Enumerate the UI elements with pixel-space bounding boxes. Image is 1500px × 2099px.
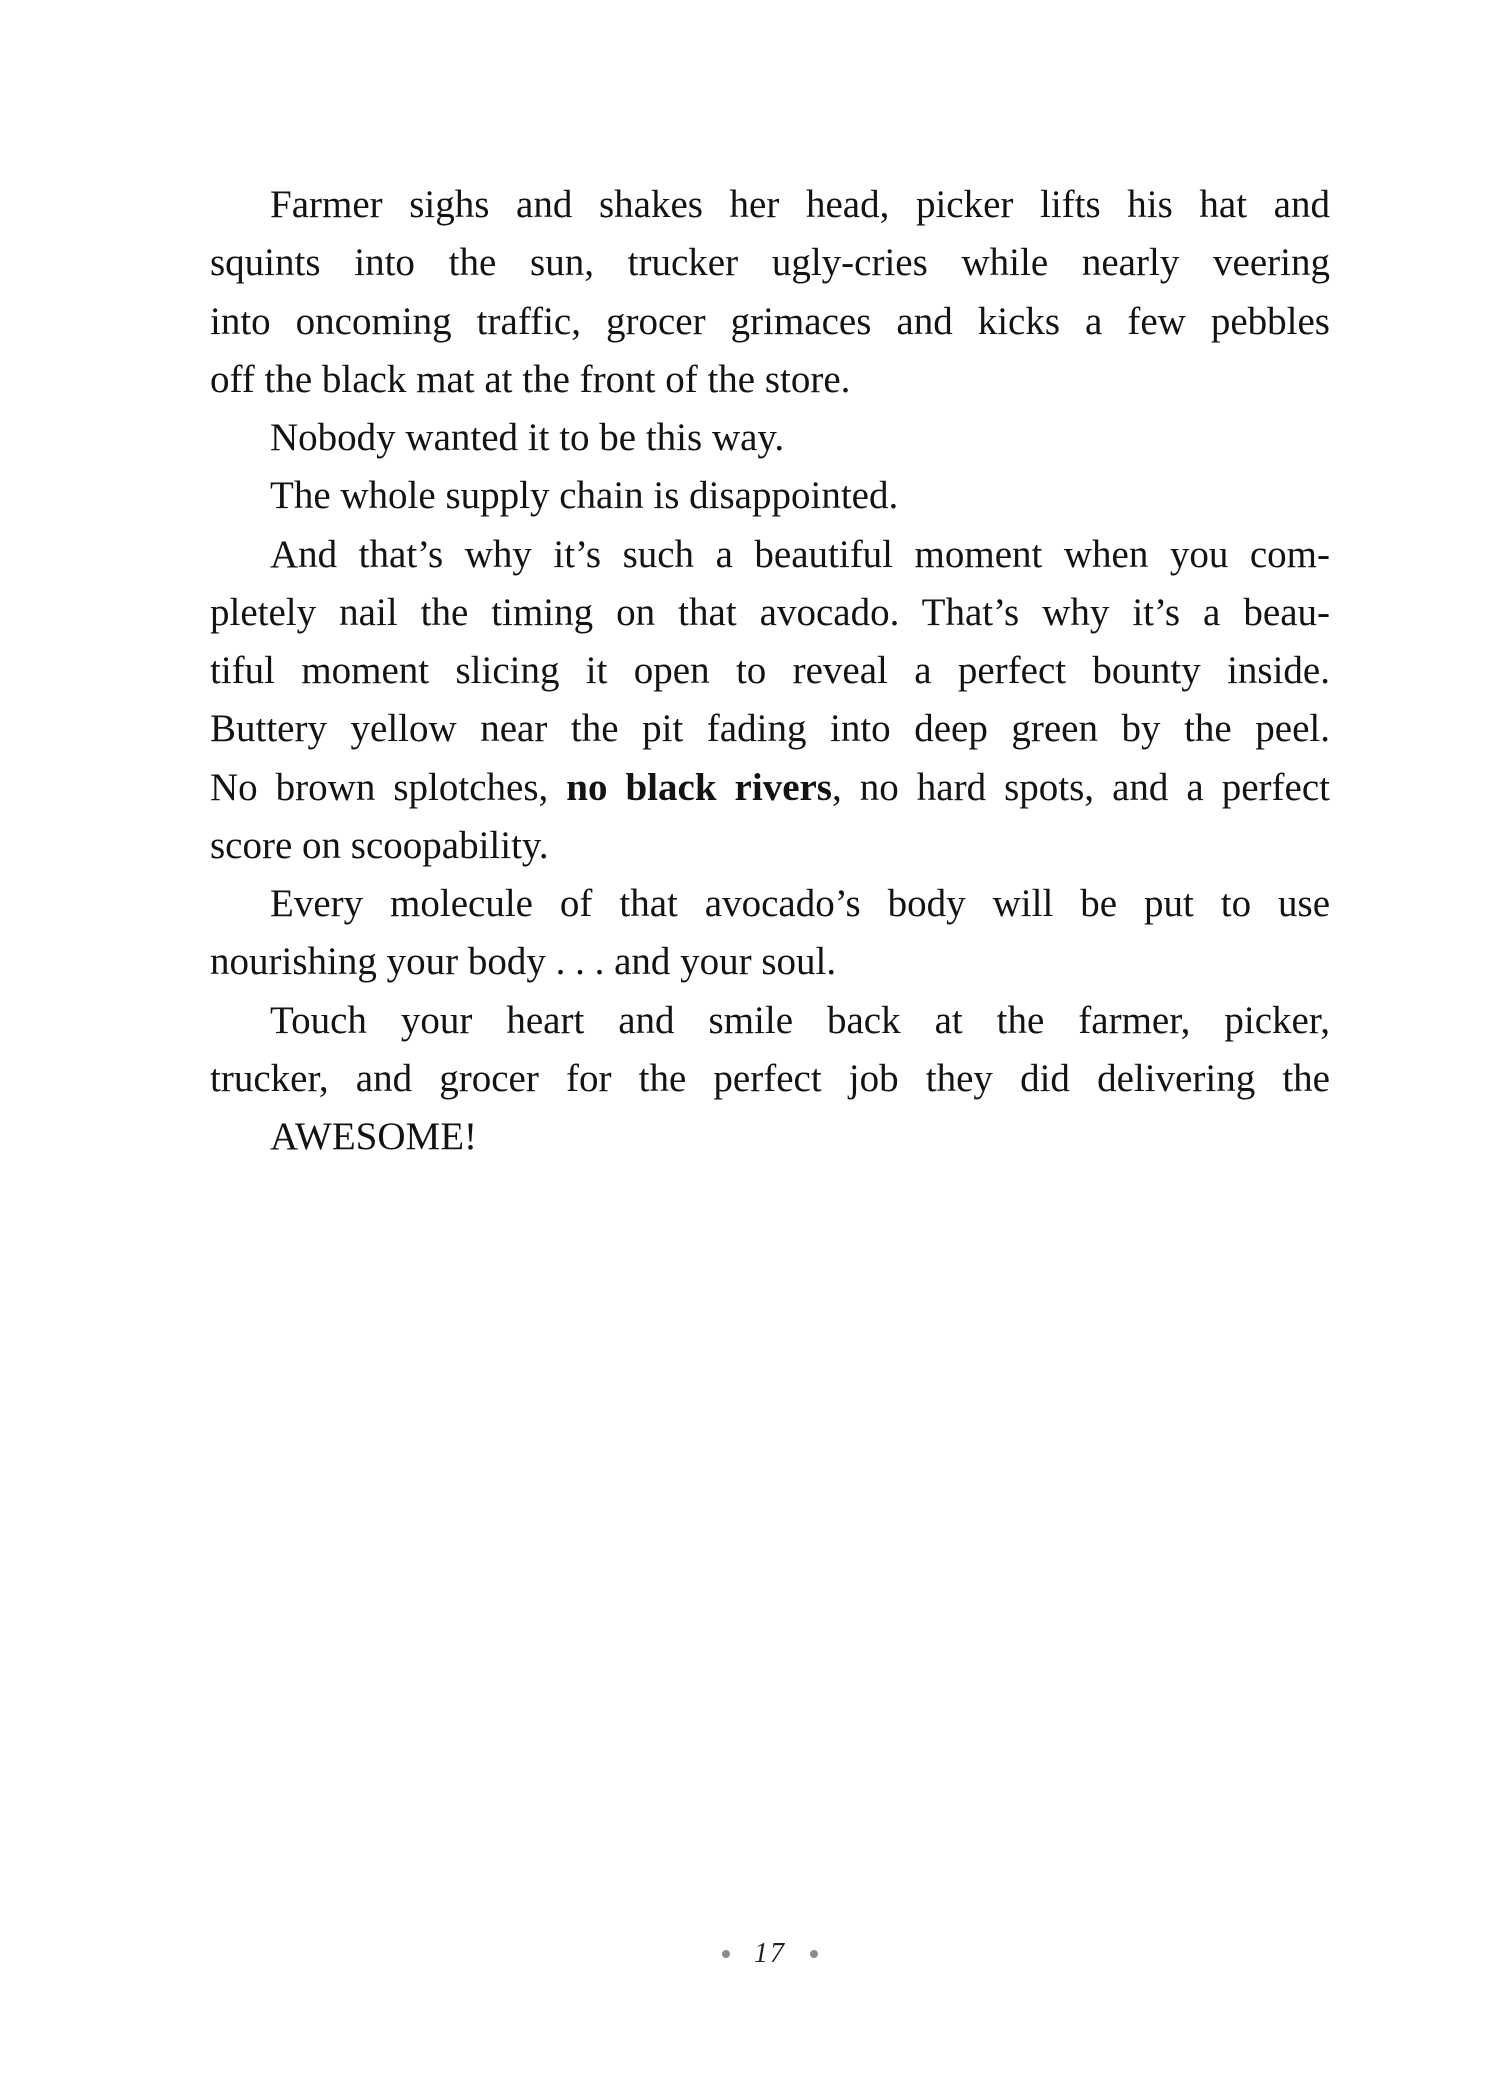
text-line: [210, 293, 1330, 351]
footer-ornament-left-dot-icon: [722, 1950, 730, 1958]
text-segment: And that’s why it’s such a beautiful moment when you com-: [270, 532, 1330, 576]
text-segment: Every molecule of that avocado’s body will be put to use: [270, 882, 1330, 925]
text-segment: score on scoopability.: [210, 823, 549, 867]
text-line: [210, 409, 1330, 467]
text-segment: pletely nail the timing on that avocado. That’s why it’s a beau-: [210, 590, 1330, 634]
text-line: [210, 992, 1330, 1050]
text-segment: Farmer sighs and shakes her head, picker lifts his hat and: [270, 183, 1330, 226]
text-line: [210, 351, 1330, 409]
text-segment: nourishing your body . . . and your soul.: [210, 940, 837, 984]
text-line: [210, 875, 1330, 933]
text-segment: Touch your heart and smile back at the farmer, picker,: [270, 998, 1330, 1042]
text-segment: tiful moment slicing it open to reveal a perfect bounty inside.: [210, 649, 1330, 692]
text-line: [210, 526, 1330, 584]
text-line: [210, 817, 1330, 875]
text-segment: Nobody wanted it to be this way.: [270, 416, 785, 459]
text-segment: squints into the sun, trucker ugly-cries while nearly veering: [210, 241, 1330, 285]
text-segment: into oncoming traffic, grocer grimaces and kicks a few pebbles: [210, 299, 1330, 343]
text-line: [210, 759, 1330, 817]
text-line: [210, 1050, 1330, 1108]
page-number: 17: [754, 1938, 786, 1969]
text-line: [210, 700, 1330, 758]
text-line: [210, 1108, 1330, 1166]
text-segment: off the black mat at the front of the store.: [210, 357, 851, 401]
text-line: [210, 234, 1330, 292]
bold-text: no black rivers: [566, 765, 832, 809]
text-segment: The whole supply chain is disappointed.: [270, 474, 899, 518]
text-segment: trucker, and grocer for the perfect job they did delivering the: [210, 1056, 1330, 1100]
text-segment: AWESOME!: [270, 1115, 478, 1158]
text-line: [210, 584, 1330, 642]
footer-ornament-right-dot-icon: [810, 1950, 818, 1958]
text-segment: No brown splotches,: [210, 765, 567, 809]
text-line: [210, 467, 1330, 525]
page-footer: [210, 1938, 1330, 1970]
text-segment: Buttery yellow near the pit fading into deep green by the peel.: [210, 707, 1330, 751]
text-segment: , no hard spots, and a perfect: [832, 765, 1330, 809]
body-text: [210, 176, 1330, 1166]
text-line: [210, 176, 1330, 234]
text-line: [210, 933, 1330, 991]
text-line: [210, 642, 1330, 700]
